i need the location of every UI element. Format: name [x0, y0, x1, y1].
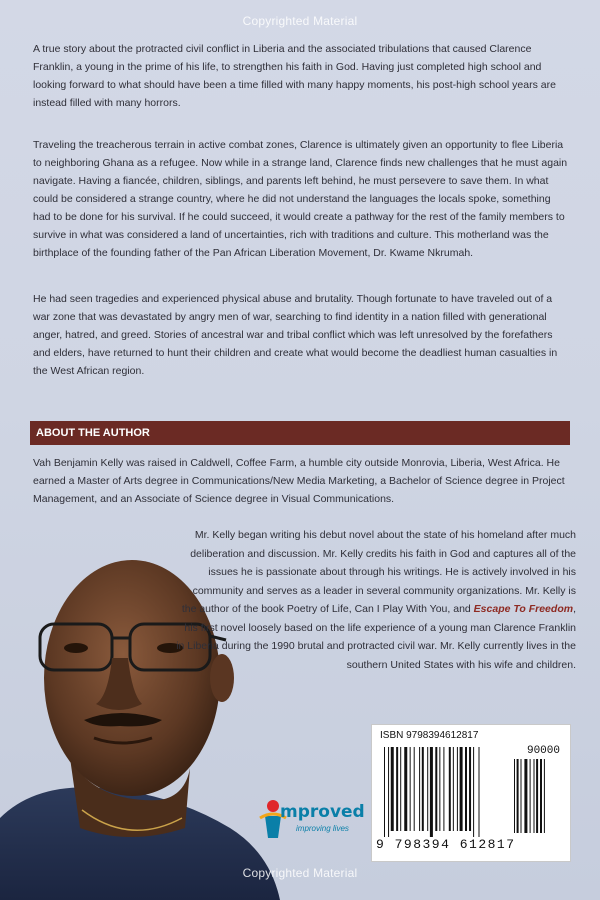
barcode-addon-bar — [540, 759, 542, 833]
barcode-bar — [388, 747, 389, 837]
price-code: 90000 — [526, 745, 560, 757]
barcode-addon-bar — [534, 759, 535, 833]
barcode-bar — [457, 747, 458, 831]
barcode-bar — [400, 747, 401, 831]
barcode-bar — [410, 747, 411, 831]
bio2-text-before: Mr. Kelly began writing his debut novel about the state of his homeland after much deliberation and discussion. Mr. Kelly credits his faith in God and captures all of the issues he is passionate about through his writings. He is actively involved in his community and serves as a leader in several community organizations. Mr. Kelly is the author of the book Poetry of Life, Can I Play With You, and — [181, 529, 576, 615]
barcode-bar — [453, 747, 454, 831]
barcode-bar — [439, 747, 440, 831]
isbn-digits: 9 798394 612817 — [376, 837, 516, 852]
barcode-bar — [449, 747, 451, 831]
barcode-bar — [414, 747, 415, 831]
blurb-paragraph-3: He had seen tragedies and experienced physical abuse and brutality. Though fortunate to have traveled out of a war zone that was devastated by angry men of war, searching to find identity in a nation filled with generational anger, hatred, and greed. Stories of ancestral war and tribal conflict which was left unresolved by the forefathers and elders, have returned to hunt their children and create what would become the deadliest human casualties in the West African region. — [33, 293, 558, 377]
blurb-paragraph-2: Traveling the treacherous terrain in active combat zones, Clarence is ultimately given an opportunity to flee Liberia to neighboring Ghana as a refugee. Now while in a strange land, Clarence finds new challenges that he must again navigate. Having a fiancée, children, siblings, and parents left behind, he must persevere to save them. In what could be considered a strange country, where he did not understand the languages the locals spoke, something had to be done for his survival. If he could succeed, it would create a pathway for the rest of the family members to survive in what was considered a land of uncertainties, rich with traditions and culture. This motherland was the birthplace of the founding father of the Pan African Liberation Movement, Dr. Kwame Nkrumah. — [33, 139, 568, 259]
barcode-addon-bar — [521, 759, 522, 833]
author-bio-paragraph-1: Vah Benjamin Kelly was raised in Caldwell, Coffee Farm, a humble city outside Monrovia, Liberia, West Africa. He earned a Master of Arts degree in Communications/New Media Marketing, a Bachelor of Science degree in Project Management, and an Associate of Science degree in Visual Communications. — [33, 457, 565, 505]
copyright-watermark-bottom: Copyrighted Material — [242, 866, 358, 880]
barcode-bar — [473, 747, 474, 837]
blurb-paragraph-1: A true story about the protracted civil conflict in Liberia and the associated tribulations that caused Clarence Franklin, a young in the prime of his life, to strengthen his faith in God. Having just completed high school and looking forward to what should have been a time filled with many happy moments, his post-high school years are instead filled with many horrors. — [33, 43, 556, 109]
barcode-bar — [435, 747, 437, 831]
barcode-bars — [382, 745, 562, 837]
barcode-bar — [391, 747, 394, 831]
copyright-watermark-top: Copyrighted Material — [242, 14, 358, 28]
barcode-addon-bar — [514, 759, 515, 833]
publisher-tagline: improving lives — [296, 824, 349, 833]
barcode-bar — [443, 747, 444, 831]
barcode-addon-bar — [544, 759, 545, 833]
bio2-text-after: , his first novel loosely based on the life experience of a young man Clarence Franklin in Liberia during the 1990 brutal and protracted civil war. Mr. Kelly currently lives in the southern United States with his wife and children. — [176, 603, 576, 671]
book-title-escape-to-freedom: Escape To Freedom — [473, 603, 574, 615]
barcode-bar — [430, 747, 433, 837]
barcode-bar — [460, 747, 463, 831]
barcode-bar — [465, 747, 467, 831]
barcode-addon-bar — [530, 759, 531, 833]
barcode-bar — [427, 747, 428, 831]
barcode-bar — [422, 747, 424, 831]
barcode-bar — [396, 747, 398, 831]
about-author-heading: ABOUT THE AUTHOR — [30, 421, 570, 445]
barcode-bar — [384, 747, 385, 837]
barcode-addon-bar — [536, 759, 538, 833]
barcode-addon-bar — [517, 759, 519, 833]
barcode-bar — [469, 747, 471, 831]
barcode-bar — [479, 747, 480, 837]
publisher-logo — [256, 796, 366, 852]
barcode-bar — [404, 747, 407, 831]
isbn-barcode-box — [371, 724, 571, 862]
barcode-addon-bar — [524, 759, 527, 833]
barcode-bar — [419, 747, 420, 831]
isbn-label: ISBN 9798394612817 — [380, 730, 479, 741]
author-bio-paragraph-2 — [176, 526, 576, 674]
publisher-name: mproved — [280, 802, 365, 822]
